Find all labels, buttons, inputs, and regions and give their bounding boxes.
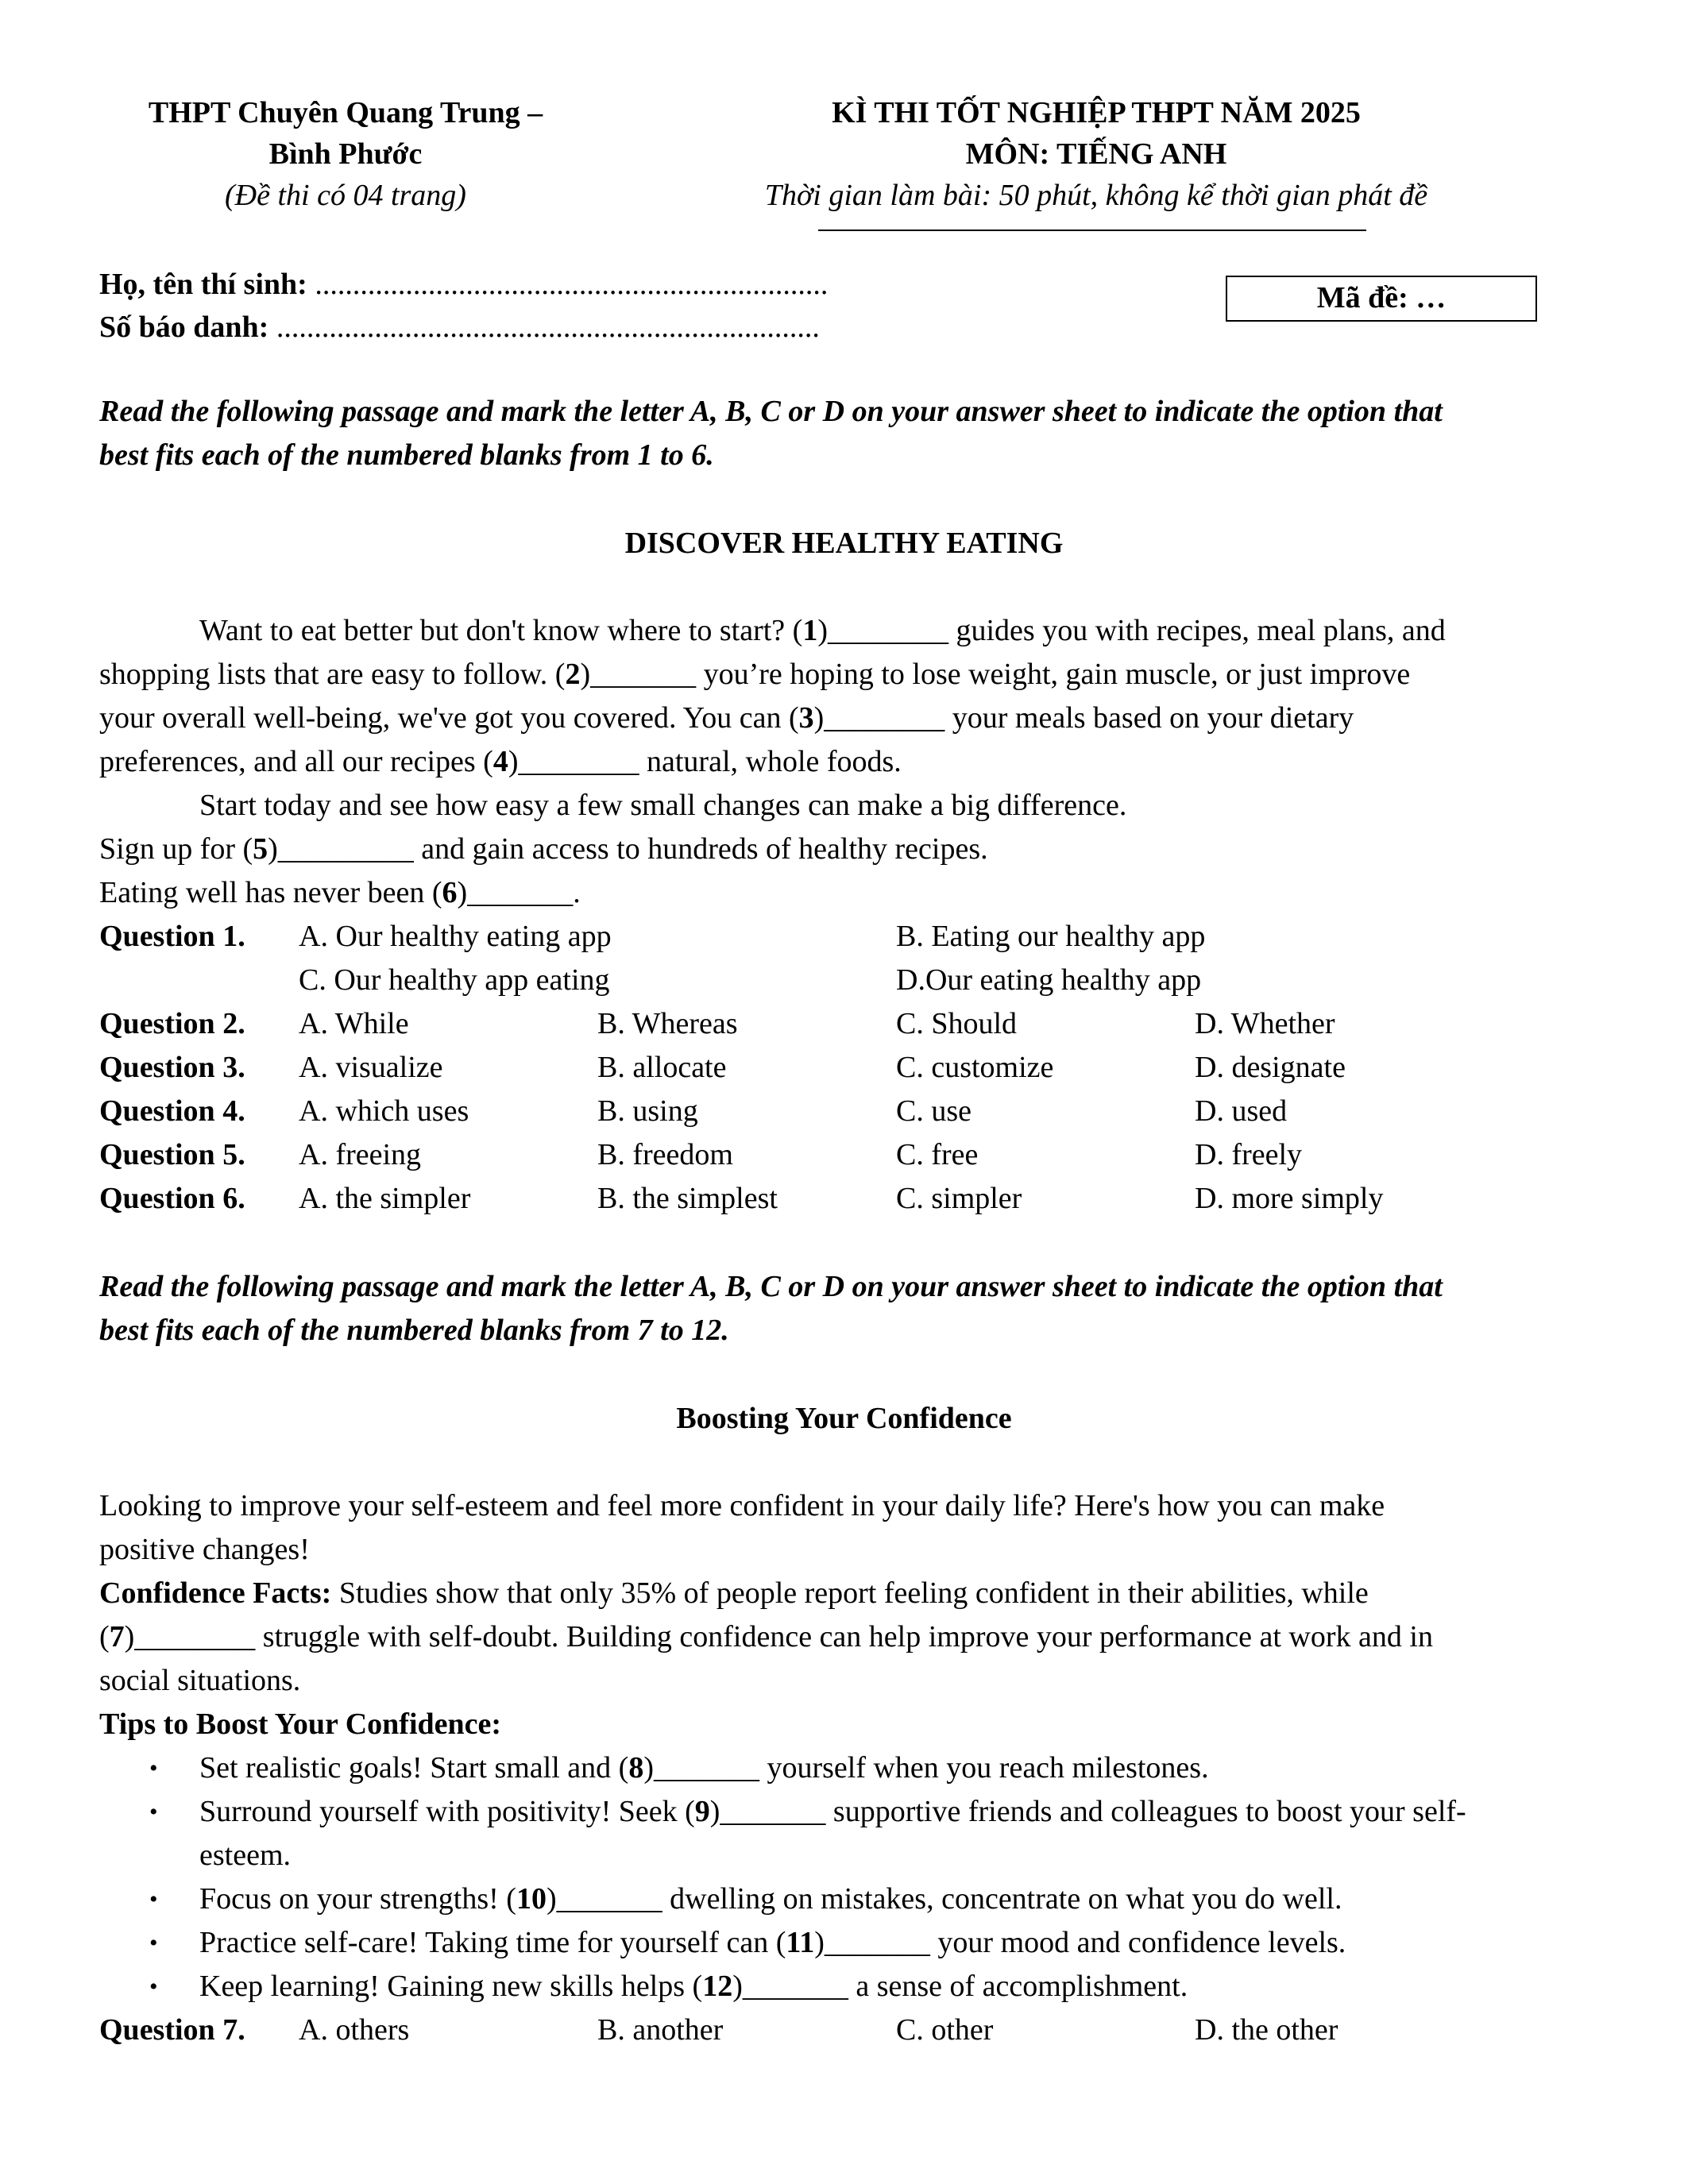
blank-number: 6 (442, 876, 458, 909)
pages-note: (Đề thi có 04 trang) (225, 179, 466, 212)
time-note: Thời gian làm bài: 50 phút, không kể thời gian phát đề (764, 179, 1428, 212)
tip-item: Keep learning! Gaining new skills helps (12)_______ a sense of accomplishment. (199, 1970, 1188, 2003)
bullet-icon: • (149, 1886, 158, 1912)
candidate-name-dots: .................................................................... (315, 268, 829, 301)
option-d[interactable]: D.Our eating healthy app (896, 963, 1202, 997)
passage1-line: preferences, and all our recipes (4)________ natural, whole foods. (99, 745, 902, 778)
tip-item: Surround yourself with positivity! Seek (9)_______ supportive friends and colleagues to boost your self- (199, 1795, 1466, 1828)
option-d[interactable]: D. freely (1195, 1138, 1303, 1171)
option-d[interactable]: D. the other (1195, 2013, 1338, 2047)
tips-heading: Tips to Boost Your Confidence: (99, 1707, 502, 1741)
candidate-id-row (99, 310, 820, 345)
option-b[interactable]: B. another (597, 2013, 724, 2047)
tip-item: Practice self-care! Taking time for yourself can (11)_______ your mood and confidence levels. (199, 1926, 1346, 1959)
option-d[interactable]: D. more simply (1195, 1182, 1384, 1215)
question-label: Question 2. (99, 1007, 245, 1040)
bullet-icon: • (149, 1974, 158, 2000)
blank-number: 2 (565, 658, 581, 691)
tip-item: Set realistic goals! Start small and (8)_______ yourself when you reach milestones. (199, 1751, 1209, 1785)
passage1-line: Start today and see how easy a few small changes can make a big difference. (199, 789, 1127, 822)
blank-number: 11 (786, 1926, 815, 1959)
option-c[interactable]: C. use (896, 1094, 971, 1128)
option-c[interactable]: C. Should (896, 1007, 1018, 1040)
option-a[interactable]: A. visualize (299, 1051, 443, 1084)
section1-instruction-line2: best fits each of the numbered blanks from 1 to 6. (99, 438, 714, 472)
option-a[interactable]: A. While (299, 1007, 409, 1040)
confidence-facts-line: Confidence Facts: Studies show that only 35% of people report feeling confident in their abilities, while (99, 1576, 1369, 1610)
bullet-icon: • (149, 1799, 158, 1825)
section1-instruction-line1: Read the following passage and mark the letter A, B, C or D on your answer sheet to indicate the option that (99, 395, 1443, 428)
exam-code-box: Mã đề: … (1226, 276, 1537, 322)
confidence-facts-line: (7)________ struggle with self-doubt. Building confidence can help improve your performance at work and in (99, 1620, 1433, 1653)
blank-number: 10 (516, 1882, 547, 1916)
passage2-intro-line1: Looking to improve your self-esteem and feel more confident in your daily life? Here's how you can make (99, 1489, 1385, 1522)
option-a[interactable]: A. which uses (299, 1094, 469, 1128)
option-d[interactable]: D. Whether (1195, 1007, 1335, 1040)
option-b[interactable]: B. Eating our healthy app (896, 920, 1206, 953)
passage1-line: Sign up for (5)_________ and gain access to hundreds of healthy recipes. (99, 832, 988, 866)
confidence-facts-label: Confidence Facts: (99, 1576, 332, 1610)
option-d[interactable]: D. used (1195, 1094, 1288, 1128)
blank-number: 5 (253, 832, 268, 866)
question-label: Question 5. (99, 1138, 245, 1171)
question-label: Question 6. (99, 1182, 245, 1215)
bullet-icon: • (149, 1930, 158, 1956)
candidate-name-row (99, 267, 828, 302)
question-label: Question 3. (99, 1051, 245, 1084)
option-b[interactable]: B. the simplest (597, 1182, 778, 1215)
option-b[interactable]: B. using (597, 1094, 698, 1128)
option-a[interactable]: A. freeing (299, 1138, 422, 1171)
option-a[interactable]: A. Our healthy eating app (299, 920, 612, 953)
school-name-line2: Bình Phước (268, 137, 423, 171)
blank-number: 8 (628, 1751, 644, 1785)
blank-number: 12 (702, 1970, 733, 2003)
blank-number: 4 (492, 745, 508, 778)
option-c[interactable]: C. other (896, 2013, 994, 2047)
blank-number: 9 (694, 1795, 710, 1828)
passage1-line: Eating well has never been (6)_______. (99, 876, 581, 909)
section1-title: DISCOVER HEALTHY EATING (624, 527, 1064, 560)
blank-number: 1 (802, 614, 818, 647)
blank-number: 3 (798, 701, 814, 735)
option-b[interactable]: B. freedom (597, 1138, 733, 1171)
question-label: Question 1. (99, 920, 245, 953)
tip-item-continued: esteem. (199, 1839, 292, 1872)
option-c[interactable]: C. Our healthy app eating (299, 963, 610, 997)
exam-title: KÌ THI TỐT NGHIỆP THPT NĂM 2025 (832, 96, 1361, 129)
exam-subject: MÔN: TIẾNG ANH (965, 137, 1227, 171)
section2-instruction-line1: Read the following passage and mark the letter A, B, C or D on your answer sheet to indicate the option that (99, 1270, 1443, 1303)
bullet-icon: • (149, 1755, 158, 1781)
option-b[interactable]: B. Whereas (597, 1007, 738, 1040)
confidence-facts-line: social situations. (99, 1664, 301, 1697)
passage1-line: Want to eat better but don't know where to start? (1)________ guides you with recipes, meal plans, and (199, 614, 1446, 647)
tip-item: Focus on your strengths! (10)_______ dwelling on mistakes, concentrate on what you do well. (199, 1882, 1342, 1916)
header-underline (818, 230, 1366, 231)
option-a[interactable]: A. others (299, 2013, 410, 2047)
passage2-intro-line2: positive changes! (99, 1533, 310, 1566)
candidate-id-dots: ........................................................................ (276, 311, 820, 344)
candidate-id-label: Số báo danh: (99, 311, 269, 344)
option-a[interactable]: A. the simpler (299, 1182, 471, 1215)
school-name-line1: THPT Chuyên Quang Trung – (148, 96, 543, 129)
blank-number: 7 (109, 1620, 125, 1653)
option-d[interactable]: D. designate (1195, 1051, 1346, 1084)
option-c[interactable]: C. customize (896, 1051, 1054, 1084)
candidate-name-label: Họ, tên thí sinh: (99, 268, 307, 301)
passage1-line: shopping lists that are easy to follow. (2)_______ you’re hoping to lose weight, gain muscle, or just improve (99, 658, 1411, 691)
section2-instruction-line2: best fits each of the numbered blanks from 7 to 12. (99, 1314, 729, 1347)
question-label: Question 7. (99, 2013, 245, 2047)
question-label: Question 4. (99, 1094, 245, 1128)
option-c[interactable]: C. free (896, 1138, 979, 1171)
option-b[interactable]: B. allocate (597, 1051, 727, 1084)
passage1-line: your overall well-being, we've got you covered. You can (3)________ your meals based on your dietary (99, 701, 1354, 735)
option-c[interactable]: C. simpler (896, 1182, 1022, 1215)
section2-title: Boosting Your Confidence (676, 1402, 1012, 1435)
